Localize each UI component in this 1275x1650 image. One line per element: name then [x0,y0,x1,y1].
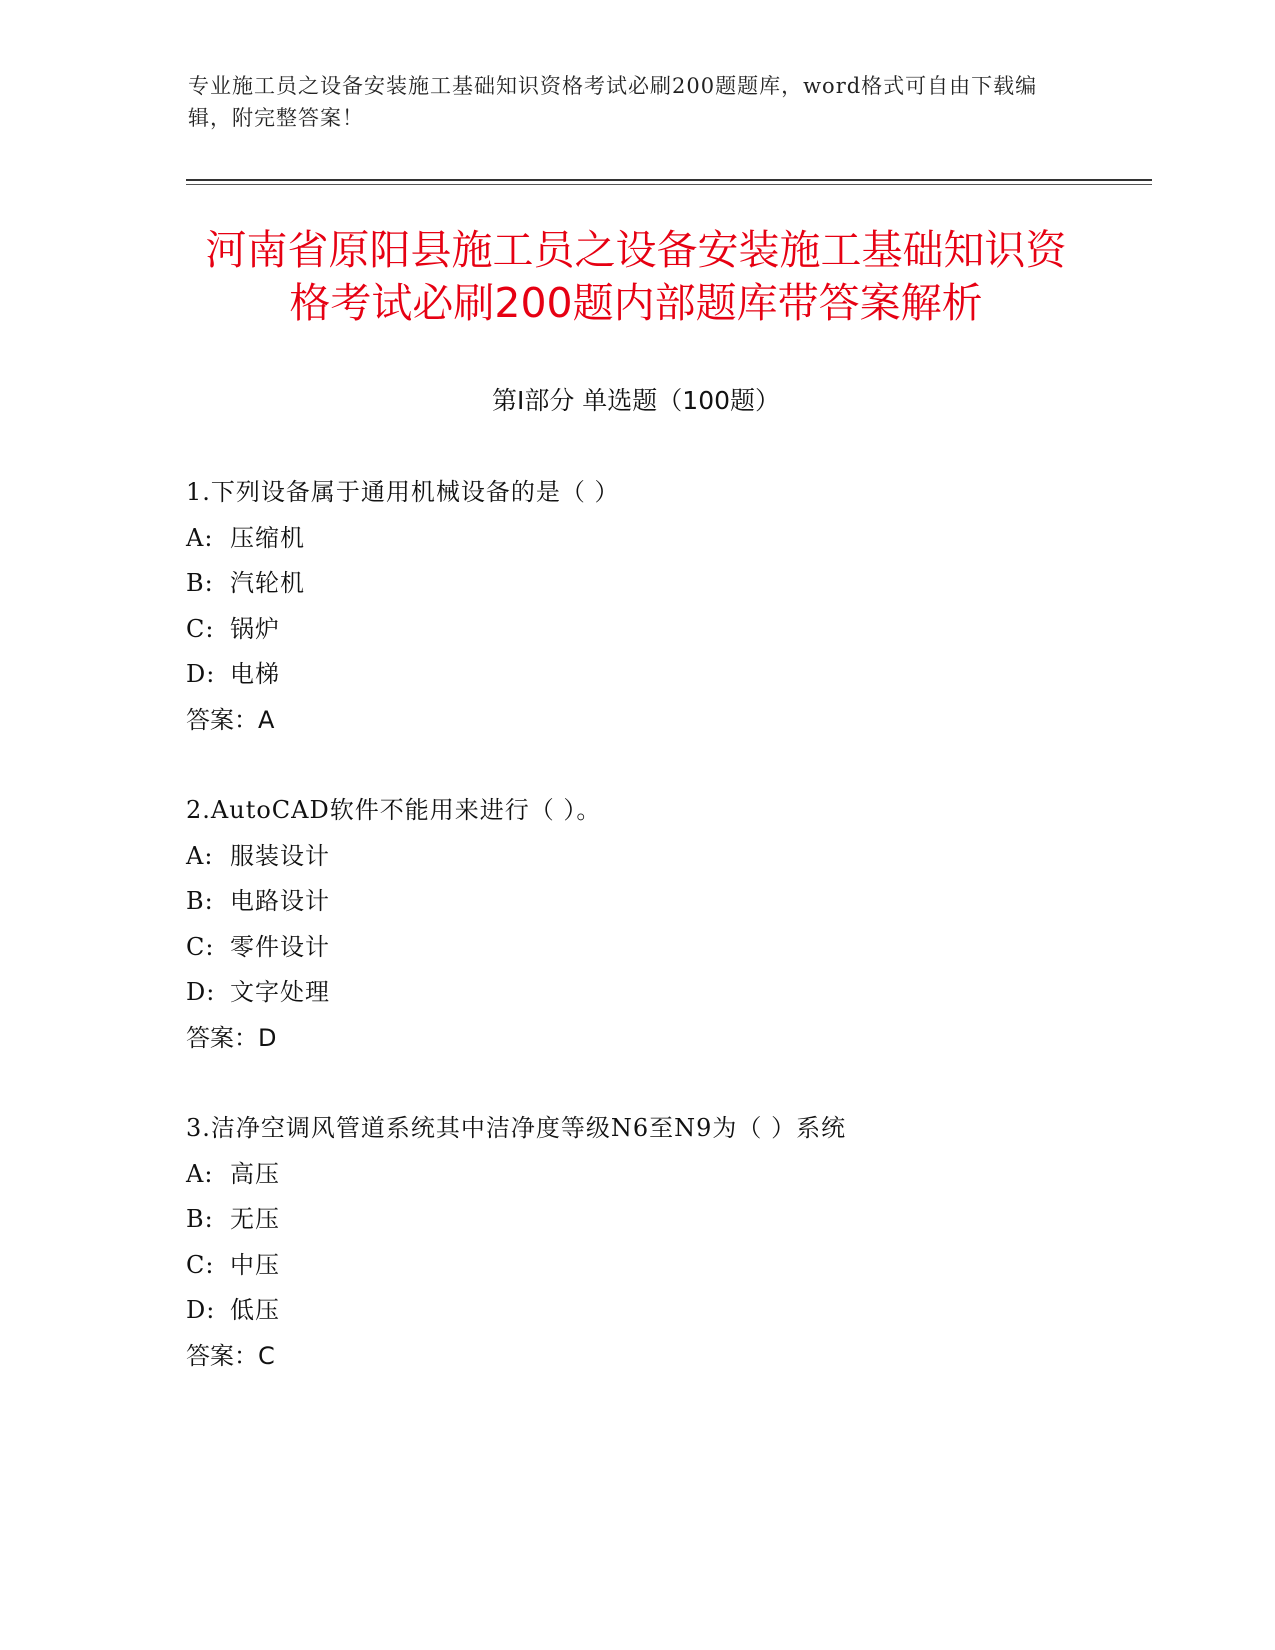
option-letter: A: [186,523,214,552]
answer-line: 答案：C [186,1341,275,1370]
option-text: 零件设计 [230,932,330,961]
option-text: 电梯 [230,660,280,688]
option-text: 电路设计 [230,887,330,915]
document-title: 河南省原阳县施工员之设备安装施工基础知识资格考试必刷200题内部题库带答案解析 [205,226,1067,327]
header-note: 专业施工员之设备安装施工基础知识资格考试必刷200题题库，word格式可自由下载编辑，附完整答案！ [188,74,1038,130]
option-letter: B: [186,569,214,597]
answer-line: 答案：A [186,705,275,734]
option-b [186,1197,1086,1243]
option-a [186,1152,1086,1198]
option-text: 低压 [230,1296,280,1324]
option-c [186,925,1086,971]
question-stem: 2.AutoCAD软件不能用来进行（ ）。 [186,796,602,824]
option-letter: C: [186,614,215,643]
option-text: 文字处理 [230,978,330,1006]
option-text: 汽轮机 [230,569,305,597]
option-text: 无压 [230,1205,280,1233]
option-d [186,1288,1086,1334]
option-c [186,1243,1086,1289]
option-letter: C: [186,1250,215,1279]
option-b [186,879,1086,925]
option-d [186,970,1086,1016]
option-a [186,834,1086,880]
option-d [186,652,1086,698]
option-b [186,561,1086,607]
option-text: 中压 [230,1250,280,1279]
question-3 [186,1106,1086,1379]
option-c [186,607,1086,653]
answer-line: 答案：D [186,1023,277,1052]
header-rule-thick [186,179,1152,181]
option-letter: B: [186,1205,214,1233]
question-stem: 1.下列设备属于通用机械设备的是（ ） [186,478,620,506]
option-letter: A: [186,1159,214,1188]
question-stem: 3.洁净空调风管道系统其中洁净度等级N6至N9为（ ）系统 [186,1114,847,1142]
option-text: 服装设计 [230,841,330,870]
option-letter: B: [186,887,214,915]
section-heading: 第Ⅰ部分 单选题（100题） [491,386,781,415]
option-text: 压缩机 [230,523,305,552]
option-letter: D: [186,1296,216,1324]
option-letter: A: [186,841,214,870]
option-a [186,516,1086,562]
option-text: 锅炉 [230,614,280,643]
option-text: 高压 [230,1159,280,1188]
option-letter: C: [186,932,215,961]
question-2 [186,788,1086,1061]
option-letter: D: [186,978,216,1006]
header-rule-thin [186,184,1152,185]
option-letter: D: [186,660,216,688]
question-1 [186,470,1086,743]
